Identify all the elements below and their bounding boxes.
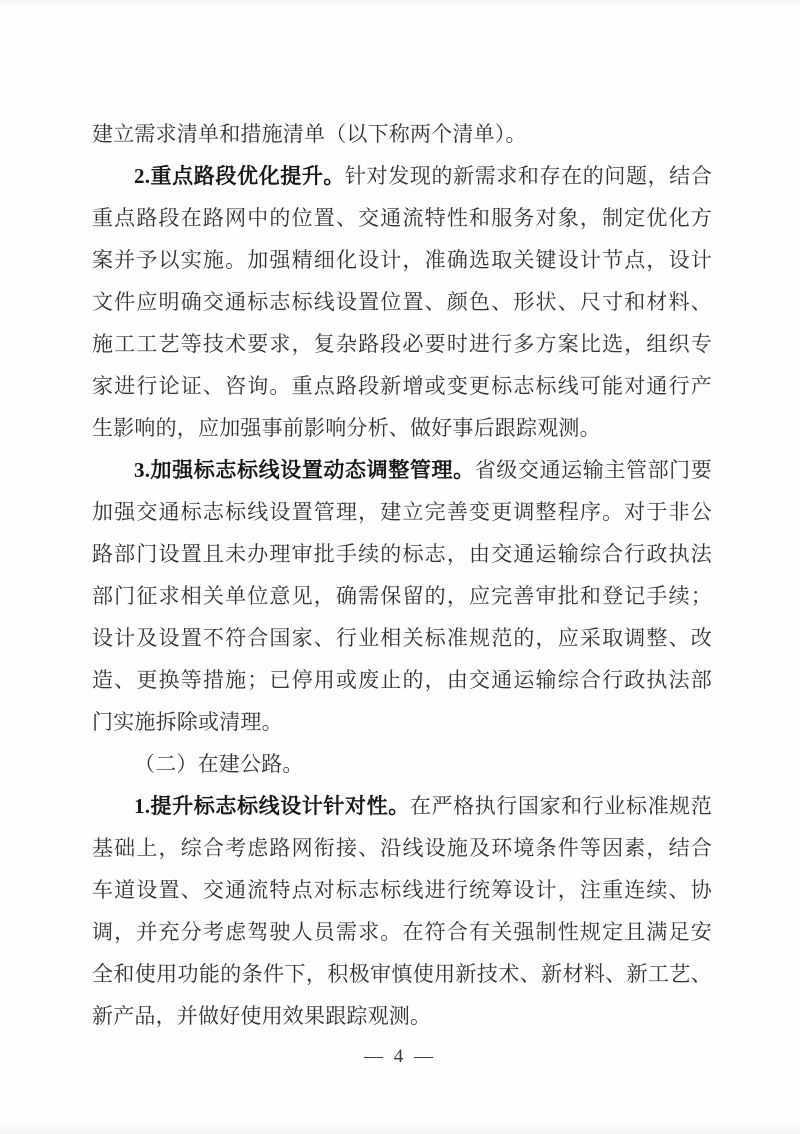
paragraph-heading: 3.加强标志标线设置动态调整管理。: [134, 458, 475, 482]
paragraph-line: 施工工艺等技术要求，复杂路段必要时进行多方案比选，组织专: [92, 332, 712, 356]
paragraph-heading: 2.重点路段优化提升。: [134, 164, 346, 188]
paragraph-line: 造、更换等措施；已停用或废止的，由交通运输综合行政执法部: [92, 668, 712, 692]
paragraph-line: 案并予以实施。加强精细化设计，准确选取关键设计节点，设计: [92, 248, 712, 272]
paragraph-line: 重点路段在路网中的位置、交通流特性和服务对象，制定优化方: [92, 206, 712, 230]
paragraph: [92, 113, 712, 155]
paragraph-line: 新产品，并做好使用效果跟踪观测。: [92, 1004, 432, 1028]
paragraph-line-text: 省级交通运输主管部门要: [474, 458, 712, 482]
paragraph-line: 基础上，综合考虑路网衔接、沿线设施及环境条件等因素，结合: [92, 836, 712, 860]
paragraph-line: [92, 785, 712, 827]
section-heading-line: （二）在建公路。: [134, 752, 304, 776]
paragraph-line: 设计及设置不符合国家、行业相关标准规范的，应采取调整、改: [92, 626, 712, 650]
paragraph: [92, 155, 712, 449]
paragraph-line: 部门征求相关单位意见，确需保留的，应完善审批和登记手续；: [92, 584, 712, 608]
paragraph-line: 建立需求清单和措施清单（以下称两个清单）。: [92, 122, 527, 146]
paragraph-line: 路部门设置且未办理审批手续的标志，由交通运输综合行政执法: [92, 542, 712, 566]
paragraph-line: 门实施拆除或清理。: [92, 710, 283, 734]
paragraph-line: [92, 449, 712, 491]
paragraph-heading: 1.提升标志标线设计针对性。: [134, 794, 410, 818]
paragraph-line: 全和使用功能的条件下，积极审慎使用新技术、新材料、新工艺、: [92, 962, 712, 986]
paragraph: [92, 743, 712, 785]
paragraph-line: [92, 155, 712, 197]
paragraph-line-text: 在严格执行国家和行业标准规范: [409, 794, 712, 818]
page-number: — 4 —: [364, 1046, 436, 1067]
paragraph-line: 车道设置、交通流特点对标志标线进行统筹设计，注重连续、协: [92, 878, 712, 902]
paragraph-line: 家进行论证、咨询。重点路段新增或变更标志标线可能对通行产: [92, 374, 712, 398]
paragraph-line: 加强交通标志标线设置管理，建立完善变更调整程序。对于非公: [92, 500, 712, 524]
document-text-block: [92, 113, 712, 1037]
paragraph: [92, 785, 712, 1037]
paragraph-line-text: 针对发现的新需求和存在的问题，结合: [345, 164, 712, 188]
paragraph-line: 调，并充分考虑驾驶人员需求。在符合有关强制性规定且满足安: [92, 920, 712, 944]
paragraph: [92, 449, 712, 743]
paragraph-line: 生影响的，应加强事前影响分析、做好事后跟踪观测。: [92, 416, 601, 440]
paragraph-line: 文件应明确交通标志标线设置位置、颜色、形状、尺寸和材料、: [92, 290, 712, 314]
